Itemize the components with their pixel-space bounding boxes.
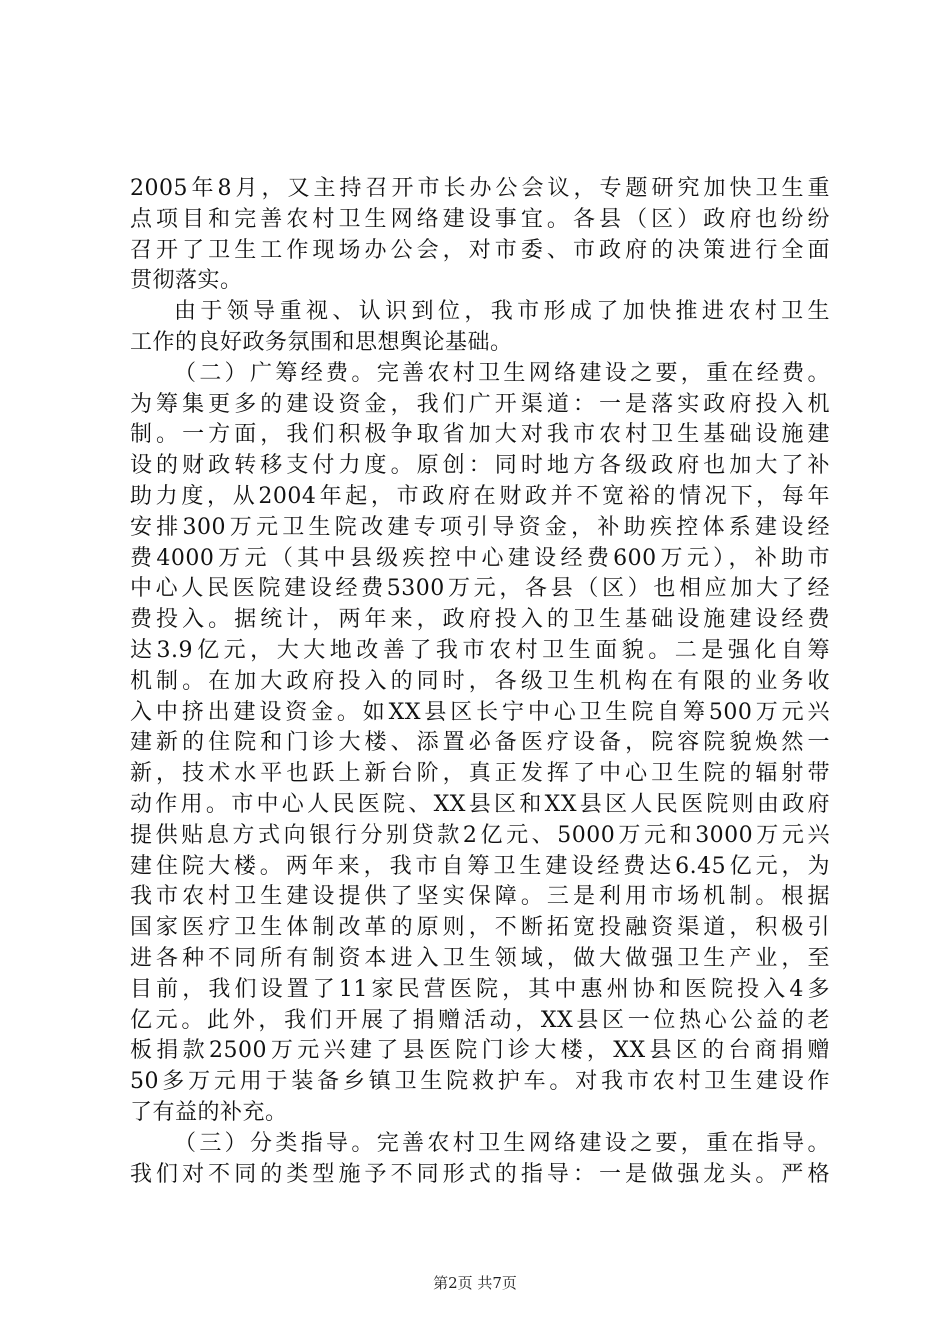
text-line: 2005年8月，又主持召开市长办公会议，专题研究加快卫生重 — [130, 176, 830, 201]
text-line: 助力度，从2004年起，市政府在财政并不宽裕的情况下，每年 — [130, 483, 830, 509]
text-line: 亿元。此外，我们开展了捐赠活动，XX县区一位热心公益的老 — [130, 1007, 830, 1033]
text-line: 国家医疗卫生体制改革的原则，不断拓宽投融资渠道，积极引 — [130, 915, 830, 941]
text-line: 建住院大楼。两年来，我市自筹卫生建设经费达6.45亿元，为 — [130, 853, 830, 879]
text-line: 我市农村卫生建设提供了坚实保障。三是利用市场机制。根据 — [130, 884, 830, 910]
text-line: 我们对不同的类型施予不同形式的指导：一是做强龙头。严格 — [130, 1161, 830, 1187]
text-line: 动作用。市中心人民医院、XX县区和XX县区人民医院则由政府 — [130, 791, 830, 817]
text-line: 达3.9亿元，大大地改善了我市农村卫生面貌。二是强化自筹 — [130, 637, 830, 663]
text-line: 点项目和完善农村卫生网络建设事宜。各县（区）政府也纷纷 — [130, 206, 830, 232]
text-line: 设的财政转移支付力度。原创：同时地方各级政府也加大了补 — [130, 453, 830, 479]
text-line: 为筹集更多的建设资金，我们广开渠道：一是落实政府投入机 — [130, 391, 830, 417]
text-line: 了有益的补充。 — [130, 1099, 288, 1125]
text-line: 建新的住院和门诊大楼、添置必备医疗设备，院容院貌焕然一 — [130, 730, 830, 756]
text-line: 新，技术水平也跃上新台阶，真正发挥了中心卫生院的辐射带 — [130, 761, 830, 787]
document-body — [130, 174, 830, 1190]
text-line: 板捐款2500万元兴建了县医院门诊大楼，XX县区的台商捐赠 — [130, 1038, 830, 1064]
text-line: 工作的良好政务氛围和思想舆论基础。 — [130, 329, 513, 355]
text-line: 费投入。据统计，两年来，政府投入的卫生基础设施建设经费 — [130, 607, 830, 633]
text-line: 50多万元用于装备乡镇卫生院救护车。对我市农村卫生建设作 — [130, 1069, 830, 1095]
text-line: 提供贴息方式向银行分别贷款2亿元、5000万元和3000万元兴 — [130, 822, 830, 848]
text-line: 贯彻落实。 — [130, 268, 243, 294]
text-line: 制。一方面，我们积极争取省加大对我市农村卫生基础设施建 — [130, 422, 830, 448]
text-line: 费4000万元（其中县级疾控中心建设经费600万元），补助市 — [130, 545, 830, 571]
page-footer: 第2页 共7页 — [433, 1274, 517, 1292]
text-line: 由于领导重视、认识到位，我市形成了加快推进农村卫生 — [174, 299, 830, 325]
text-line: 入中挤出建设资金。如XX县区长宁中心卫生院自筹500万元兴 — [130, 699, 830, 725]
text-line: 进各种不同所有制资本进入卫生领域，做大做强卫生产业，至 — [130, 945, 830, 971]
text-line: 中心人民医院建设经费5300万元，各县（区）也相应加大了经 — [130, 576, 830, 602]
text-line: 机制。在加大政府投入的同时，各级卫生机构在有限的业务收 — [130, 668, 830, 694]
text-line: 目前，我们设置了11家民营医院，其中惠州协和医院投入4多 — [130, 976, 830, 1002]
text-line: （三）分类指导。完善农村卫生网络建设之要，重在指导。 — [174, 1130, 830, 1156]
text-line: （二）广筹经费。完善农村卫生网络建设之要，重在经费。 — [174, 360, 830, 386]
text-line: 召开了卫生工作现场办公会，对市委、市政府的决策进行全面 — [130, 237, 830, 263]
text-line: 安排300万元卫生院改建专项引导资金，补助疾控体系建设经 — [130, 514, 830, 540]
